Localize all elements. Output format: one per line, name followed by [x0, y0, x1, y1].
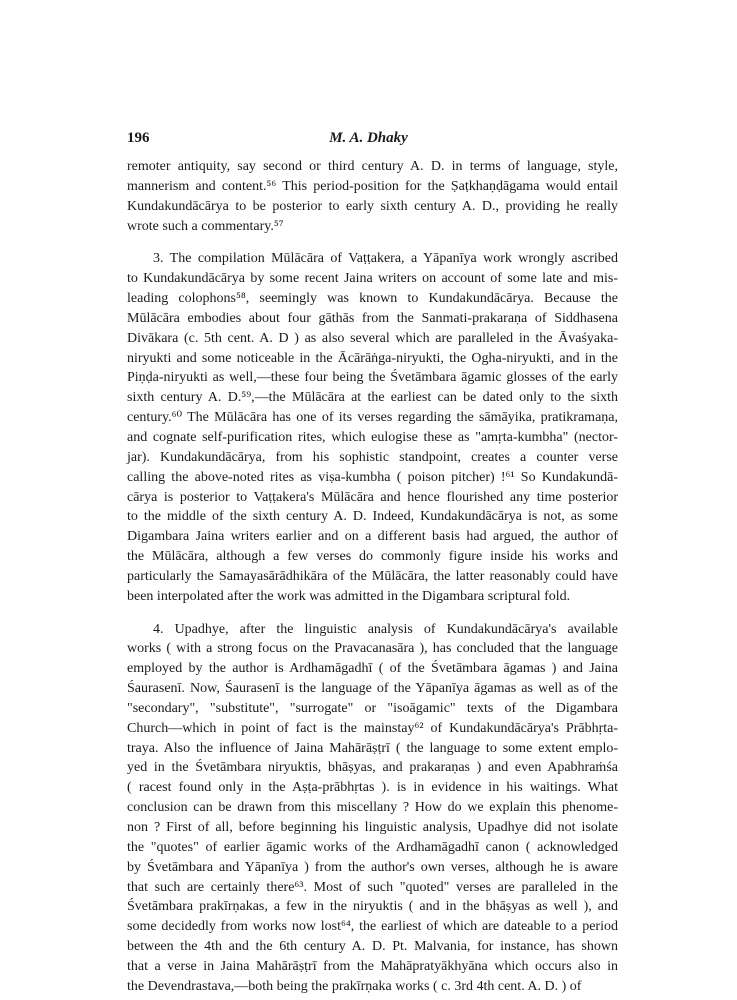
text-line: been interpolated after the work was admitted in the Digambara scriptural fold.	[127, 588, 571, 604]
text-line: "secondary", "substitute", "surrogate" or "isoāgamic" texts of the Digambara	[127, 700, 618, 716]
text-line: the Mūlācāra, although a few verses do commonly figure inside his works and	[127, 549, 618, 565]
text-line: that such are certainly there⁶³. Most of such "quoted" verses are paralleled in the	[127, 879, 618, 895]
text-line: jar). Kundakundācārya, from his sophistic standpoint, creates a counter verse	[127, 449, 618, 465]
text-line: by Śvetāmbara and Yāpanīya ) from the author's own verses, although he is aware	[127, 859, 618, 875]
text-line: to the middle of the sixth century A. D. Indeed, Kundakundācārya is not, as some	[127, 509, 618, 525]
paragraph	[127, 249, 618, 606]
text-line: conclusion can be drawn from this miscellany ? How do we explain this phenome-	[127, 800, 618, 816]
text-line: yed in the Śvetāmbara niryuktis, bhāṣyas, and prakaraṇas ) and even Apabhraṁśa	[127, 760, 618, 776]
text-line: Digambara Jaina writers earlier and on a different basis had argued, the author of	[127, 529, 618, 545]
text-line: sixth century A. D.⁵⁹,—the Mūlācāra at the earliest can be dated only to the sixth	[127, 390, 618, 406]
text-line: 3. The compilation Mūlācāra of Vaṭṭakera, a Yāpanīya work wrongly ascribed	[153, 251, 618, 267]
text-line: niryukti and some noticeable in the Ācārāṅga-niryukti, the Ogha-niryukti, and in the	[127, 350, 618, 366]
text-line: some decidedly from works now lost⁶⁴, the earliest of which are dateable to a period	[127, 919, 618, 935]
text-line: employed by the author is Ardhamāgadhī ( of the Śvetāmbara āgamas ) and Jaina	[127, 661, 618, 677]
text-line: Church—which in point of fact is the mainstay⁶² of Kundakundācārya's Prābhṛta-	[127, 720, 618, 736]
text-line: Divākara (c. 5th cent. A. D ) as also several which are paralleled in the Āvaśyaka-	[127, 330, 618, 346]
text-line: Kundakundācārya to be posterior to early sixth century A. D., providing he really	[127, 198, 618, 214]
text-line: the Devendrastava,—both being the prakīrṇaka works ( c. 3rd 4th cent. A. D. ) of	[127, 978, 582, 994]
text-line: traya. Also the influence of Jaina Mahārāṣṭrī ( the language to some extent emplo-	[127, 740, 618, 756]
text-line: ( racest found only in the Aṣṭa-prābhṛtas ). is in evidence in his waitings. What	[127, 780, 618, 796]
text-line: non ? First of all, before beginning his linguistic analysis, Upadhye did not isolate	[127, 820, 618, 835]
text-line: Piṇḍa-niryukti as well,—these four being the Śvetāmbara āgamic glosses of the early	[127, 370, 618, 386]
text-line: Śaurasenī. Now, Śaurasenī is the language of the Yāpanīya āgamas as well as of the	[127, 681, 618, 697]
text-line: wrote such a commentary.⁵⁷	[127, 218, 284, 234]
text-line: the "quotes" of earlier āgamic works of the Ardhamāgadhī canon ( acknowledged	[127, 839, 618, 855]
paragraph	[127, 620, 618, 997]
text-line: to Kundakundācārya by some recent Jaina writers on account of some late and mis-	[127, 271, 618, 287]
body-text	[127, 157, 618, 997]
text-line: cārya is posterior to Vaṭṭakera's Mūlācāra and hence flourished any time posterior	[127, 489, 618, 505]
paragraph-gap	[127, 607, 618, 620]
text-line: calling the above-noted rites as viṣa-kumbha ( poison pitcher) !⁶¹ So Kundakundā-	[127, 469, 618, 485]
paragraph	[127, 157, 618, 236]
text-line: Śvetāmbara prakīrṇakas, a few in the niryuktis ( and in the bhāṣyas as well ), and	[127, 899, 618, 915]
text-line: works ( with a strong focus on the Pravacanasāra ), has concluded that the language	[127, 641, 618, 657]
text-line: remoter antiquity, say second or third century A. D. in terms of language, style,	[127, 159, 618, 174]
page-number: 196	[127, 130, 150, 146]
text-line: between the 4th and the 6th century A. D. Pt. Malvania, for instance, has shown	[127, 939, 618, 955]
text-line: that a verse in Jaina Mahārāṣṭrī from the Mahāpratyākhyāna which occurs also in	[127, 958, 618, 974]
paragraph-gap	[127, 236, 618, 249]
text-line: century.⁶⁰ The Mūlācāra has one of its verses regarding the sāmāyika, pratikramaṇa,	[127, 410, 618, 426]
text-line: leading colophons⁵⁸, seemingly was known to Kundakundācārya. Because the	[127, 291, 618, 307]
text-line: mannerism and content.⁵⁶ This period-position for the Ṣaṭkhaṇḍāgama would entail	[127, 178, 618, 194]
text-line: and cognate self-purification rites, which eulogise these as "amṛta-kumbha" (nector-	[127, 429, 618, 445]
text-line: Mūlācāra embodies about four gāthās from the Sanmati-prakaraṇa of Siddhasena	[127, 310, 618, 326]
text-line: 4. Upadhye, after the linguistic analysis of Kundakundācārya's available	[153, 621, 618, 637]
running-head: M. A. Dhaky	[329, 130, 408, 146]
text-line: particularly the Samayasārādhikāra of the Mūlācāra, the latter reasonably could have	[127, 568, 618, 584]
